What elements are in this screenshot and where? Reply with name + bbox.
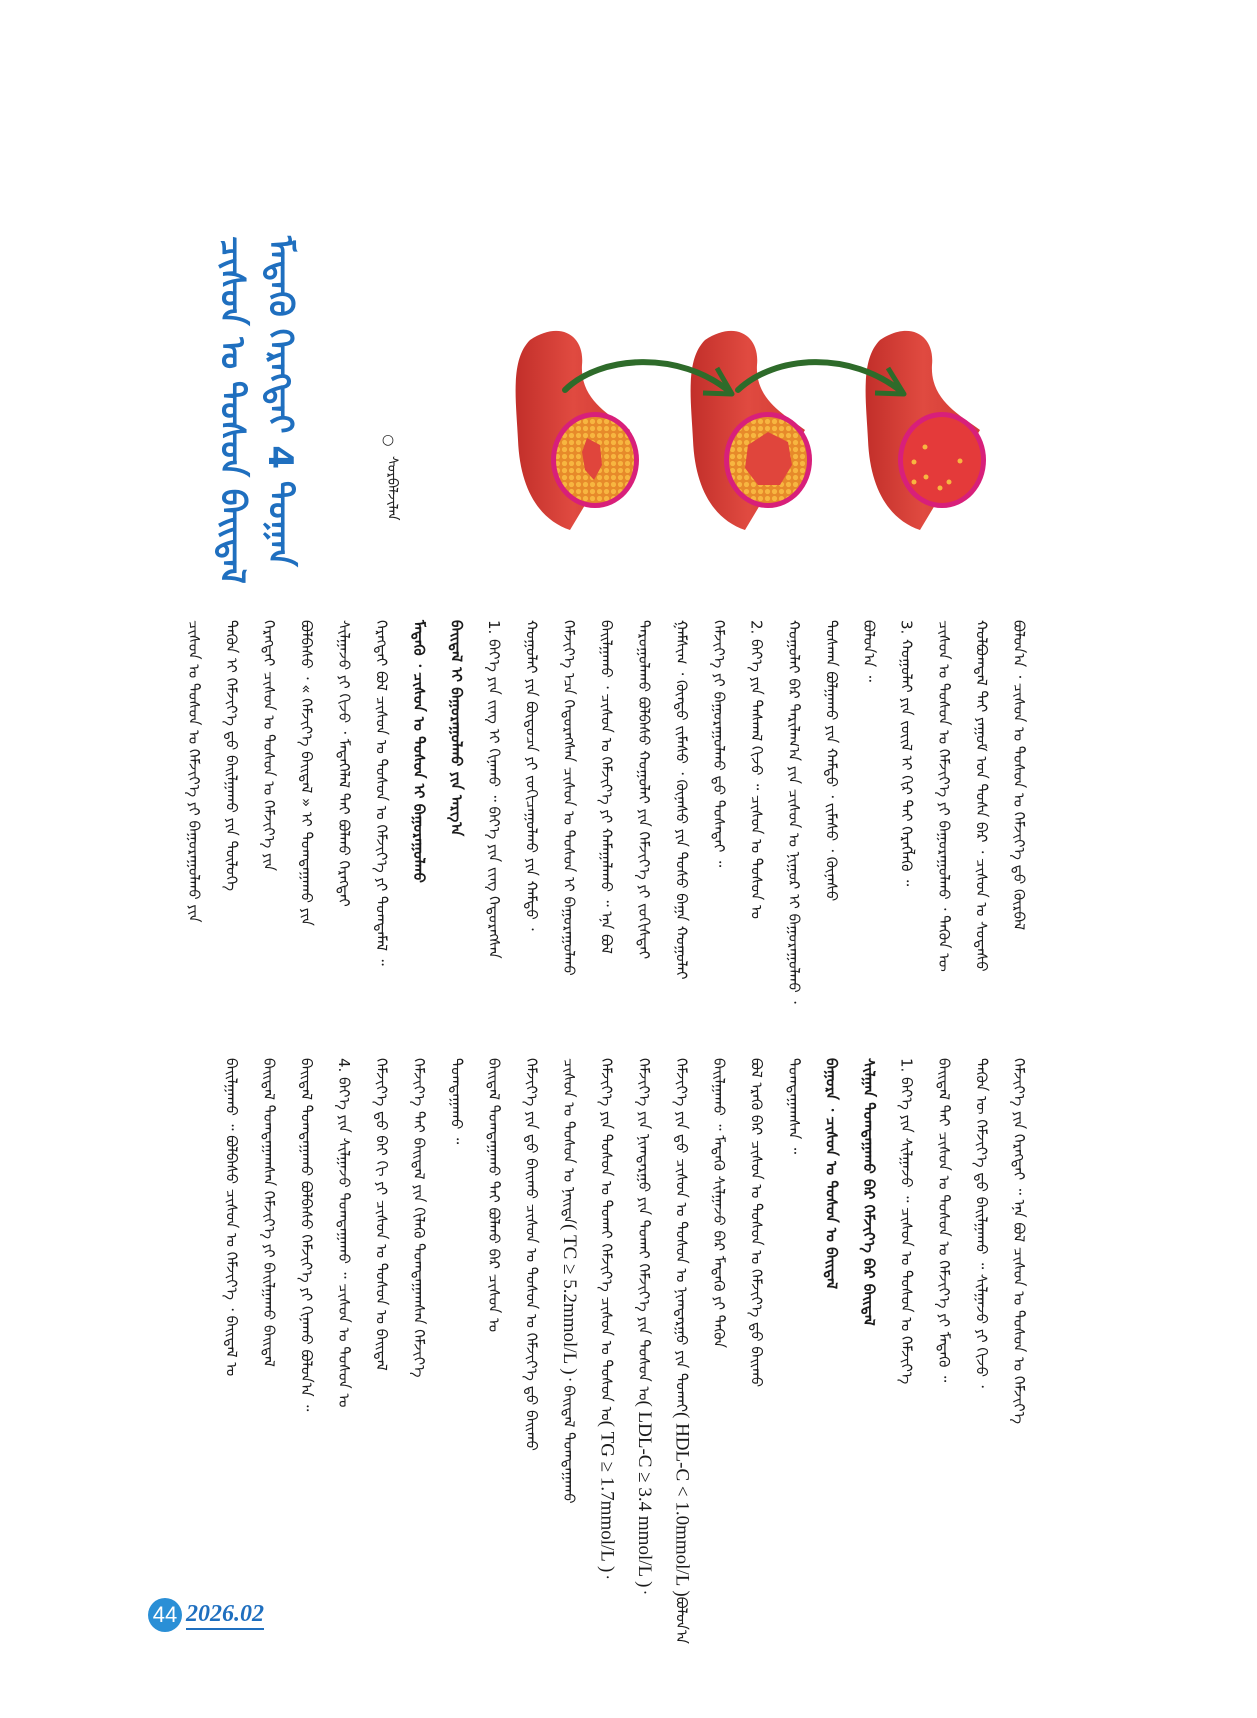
text-column [483, 1058, 505, 1520]
text-column [408, 620, 430, 1040]
lab-value: ( HDL-C < 1.0mmol/L ) [671, 1412, 693, 1597]
text-run: ᠮᠡᠳᠡᠬᠦ ᠂ ᠴᠢᠰᠤᠨ ᠤ ᠲᠣᠰᠤᠨ ᠢ ᠪᠠᠭᠤᠷᠠᠭᠤᠯᠬᠤ [410, 620, 428, 883]
text-column [633, 1058, 655, 1594]
text-column [446, 620, 468, 1040]
text-column [558, 620, 580, 1040]
text-column [258, 1058, 280, 1520]
vessel-clear [866, 331, 986, 530]
text-run: ᠲᠣᠰᠬᠠᠨ ᠪᠣᠯᠭᠠᠬᠤ ᠶᠢᠨ ᠬᠠᠮᠲᠤ ᠂ ᠵᠢᠮᠡᠰᠦ ᠂ ᠬᠦᠨᠡᠰᠦ [822, 620, 841, 902]
text-column [1008, 620, 1030, 1040]
text-column [896, 620, 918, 1040]
text-column [333, 1058, 355, 1520]
text-run: ᠪᠠᠢᠳᠠᠯ ᠲᠣᠭᠲᠠᠭᠠᠬᠤ ᠪᠣᠯᠪᠠᠰᠤ ᠬᠡᠮᠵᠢᠶ᠎ᠡ ᠶᠢ ᠬᠢᠨᠠᠬᠤ ᠪᠣᠯᠤᠨ᠎ᠠ ᠃ [297, 1058, 316, 1412]
text-column [221, 620, 243, 1040]
text-run: ᠪᠠᠢᠯᠭᠠᠬᠤ ᠂ ᠴᠢᠰᠤᠨ ᠤ ᠬᠡᠮᠵᠢᠶ᠎ᠡ ᠶᠢ ᠬᠠᠮᠠᠭᠠᠯᠠᠬᠤ ᠃ ᠡᠨᠡ ᠪᠣᠯ [597, 620, 616, 954]
text-run: ᠪᠠᠢᠳᠠᠯ ᠢ ᠪᠠᠭᠤᠷᠠᠭᠤᠯᠬᠤ ᠶᠢᠨ ᠠᠷᠭ᠎ᠠ [447, 620, 466, 837]
text-run: 4. ᠪᠡᠶ᠎ᠡ ᠶᠢᠨ ᠰᠢᠯᠭᠠᠵᠤ ᠲᠣᠭᠲᠠᠭᠠᠬᠤ ᠃ ᠴᠢᠰᠤᠨ ᠤ ᠲᠣᠰᠤᠨ ᠤ [335, 1058, 353, 1408]
text-column [371, 1058, 393, 1520]
lab-value: ( LDL-C ≥ 3.4 mmol/L ) [634, 1400, 655, 1588]
text-column [821, 620, 843, 1040]
text-column [746, 620, 768, 1040]
vessel-blocked [516, 331, 639, 530]
text-column [821, 1058, 843, 1520]
text-column [858, 1058, 880, 1520]
lab-value: ( TC ≥ 5.2mmol/L ) [559, 1223, 580, 1375]
text-run: ᠭᠠᠮᠰᠢᠭ ᠂ ᠬᠦᠨᠳᠦ ᠵᠢᠮᠡᠰᠦ ᠂ ᠬᠦᠨᠡᠰᠦ ᠶᠢᠨ ᠲᠣᠰᠤ ᠪᠠᠭᠠ ᠬᠣᠭᠣᠯᠠᠢ [672, 620, 691, 980]
text-run: ᠬᠡᠮᠵᠢᠶ᠎ᠡ ᠳ᠋ᠤ ᠪᠠᠢ ᠬᠢ ᠶᠢ ᠴᠢᠰᠤᠨ ᠤ ᠲᠣᠰᠤᠨ ᠤ ᠪᠠᠢᠳᠠᠯ [372, 1058, 391, 1371]
text-run: ᠲᠣᠭᠲᠠᠭᠠᠬᠤ ᠃ [447, 1058, 466, 1145]
issue-date: 2026.02 [186, 1600, 264, 1630]
text-run: ᠬᠡᠷᠡᠭᠲᠡᠢ ᠴᠢᠰᠤᠨ ᠤ ᠲᠣᠰᠤᠨ ᠤ ᠬᠡᠮᠵᠢᠶ᠎ᠡ ᠶᠢᠨ [260, 620, 278, 872]
text-column [671, 620, 693, 1040]
text-column [708, 620, 730, 1040]
text-run: ᠪᠠᠢᠳᠠᠯ ᠲᠣᠭᠲᠠᠭᠠᠬᠤ ᠲᠠᠢ ᠪᠣᠯᠬᠤ ᠪᠠᠷ ᠴᠢᠰᠤᠨ ᠤ [485, 1058, 503, 1333]
text-run: ᠪᠠᠢᠯᠭᠠᠬᠤ ᠃ ᠮᠡᠳᠡᠬᠦ ᠰᠢᠯᠭᠠᠵᠤ ᠪᠡᠷ ᠮᠡᠳᠡᠬᠦ ᠶᠢ ᠲᠡᠭᠦᠨ [710, 1058, 728, 1349]
text-run: ᠲᠡᠭᠦᠨ ᠢ ᠬᠡᠮᠵᠢᠶ᠎ᠡ ᠳ᠋ᠤ ᠪᠠᠢᠯᠭᠠᠬᠤ ᠶᠢᠨ ᠲᠥᠯᠦᠭᠡ [222, 620, 241, 892]
text-run: ᠬᠡᠮᠵᠢᠶ᠎ᠡ ᠶᠢᠨ ᠨᠢᠭᠲᠠᠷᠭᠤ ᠶᠢᠨ ᠲᠤᠬᠠᠢ ᠬᠡᠮᠵᠢᠶ᠎ᠡ ᠶᠢᠨ ᠲᠣᠰᠤᠨ ᠤ [635, 1058, 653, 1401]
text-column [858, 620, 880, 1040]
text-run: ᠲᠠᠷᠤᠭᠤᠯᠠᠬᠤ ᠪᠣᠯᠪᠠᠰᠤ ᠬᠣᠭᠣᠯᠠᠢ ᠶᠢᠨ ᠬᠡᠮᠵᠢᠶ᠎ᠡ ᠶᠢ ᠵᠣᠬᠢᠰᠲᠠᠢ [635, 620, 653, 960]
text-column [783, 620, 805, 1040]
text-column [933, 1058, 955, 1520]
text-run: ᠪᠣᠯᠤᠨ᠎ᠠ [672, 1596, 691, 1644]
vessel-partially-blocked [691, 331, 812, 530]
text-column [596, 1058, 618, 1579]
author-name: ᠰᠤᠷᠪᠠᠯᠵᠢᠯᠠᠨ [384, 456, 400, 521]
author-mark: ○ [380, 432, 396, 448]
text-run: 2. ᠪᠡᠶ᠎ᠡ ᠶᠢᠨ ᠳᠠᠰᠬᠠᠯ ᠬᠢᠵᠦ ᠃ ᠴᠢᠰᠤᠨ ᠤ ᠲᠣᠰᠤᠨ ᠤ [747, 620, 766, 920]
text-column [333, 620, 355, 1040]
text-run: ᠂ [635, 1587, 653, 1594]
text-run: ᠴᠢᠰᠤᠨ ᠤ ᠲᠣᠰᠤᠨ ᠤ ᠬᠡᠮᠵᠢᠶ᠎ᠡ ᠶᠢ ᠪᠠᠭᠤᠷᠠᠭᠤᠯᠬᠤ ᠶᠢᠨ [185, 620, 203, 923]
text-run: ᠬᠣᠭᠣᠯᠠᠢ ᠶᠢᠨ ᠪᠦᠲᠦᠴᠡ ᠶᠢ ᠵᠣᠬᠢᠴᠠᠭᠤᠯᠬᠤ ᠶᠢᠨ ᠬᠠᠮᠲᠤ ᠂ [522, 620, 541, 931]
text-column [971, 1058, 993, 1520]
text-column [933, 620, 955, 1040]
text-column [296, 1058, 318, 1520]
text-column [408, 1058, 430, 1520]
text-run: ᠬᠡᠷᠡᠭᠲᠡᠢ ᠪᠣᠯ ᠴᠢᠰᠤᠨ ᠤ ᠲᠣᠰᠤᠨ ᠤ ᠬᠡᠮᠵᠢᠶ᠎ᠡ ᠶᠢ ᠲᠣᠭᠲᠠᠮᠠᠯ ᠃ [372, 620, 391, 966]
text-column [971, 620, 993, 1040]
blood-vessel-illustration [470, 320, 1040, 570]
text-column [633, 620, 655, 1040]
text-run: ᠰᠢᠯᠭᠠᠨ ᠲᠣᠭᠲᠠᠭᠠᠬᠤ ᠪᠠᠷ ᠬᠡᠮᠵᠢᠶ᠎ᠡ ᠪᠠᠷ ᠪᠠᠢᠳᠠᠯ [860, 1058, 878, 1326]
text-column [708, 1058, 730, 1520]
text-run: 3. ᠬᠣᠭᠣᠯᠠᠢ ᠶᠢᠨ ᠵᠦᠢᠯ ᠢ ᠬᠢᠷ ᠲᠠᠢ ᠬᠡᠷᠡᠭᠯᠡᠬᠦ ᠃ [897, 620, 916, 887]
text-run: ᠬᠣᠭᠣᠯᠠᠢ ᠪᠠᠷ ᠲᠠᠷᠢᠯᠠᠭ᠎ᠠ ᠶᠢᠨ ᠴᠢᠰᠤᠨ ᠤ ᠨᠢᠭᠤᠷ ᠢ ᠪᠠᠭᠤᠷᠠᠭᠤᠯᠬᠤ ᠂ [785, 620, 803, 1004]
text-run: ᠪᠠᠢᠯᠭᠠᠬᠤ ᠃ ᠪᠣᠯᠪᠠᠰᠤ ᠴᠢᠰᠤᠨ ᠤ ᠬᠡᠮᠵᠢᠶ᠎ᠡ ᠂ ᠪᠠᠢᠳᠠᠯ ᠤ [222, 1058, 241, 1377]
text-column [296, 620, 318, 1040]
text-run: ᠲᠡᠭᠦᠨ ᠦ ᠬᠡᠮᠵᠢᠶ᠎ᠡ ᠳ᠋ᠤ ᠪᠠᠢᠯᠭᠠᠬᠤ ᠃ ᠰᠢᠯᠭᠠᠵᠤ ᠶᠢ ᠬᠢᠵᠦ ᠂ [972, 1058, 991, 1388]
text-run: ᠬᠡᠮᠵᠢᠶ᠎ᠡ ᠡᠴᠡ ᠬᠡᠲᠦᠷᠡᠭᠰᠡᠨ ᠴᠢᠰᠤᠨ ᠤ ᠲᠣᠰᠤᠨ ᠢ ᠪᠠᠭᠤᠷᠠᠭᠤᠯᠬᠤ [560, 620, 578, 976]
text-run: ᠬᠡᠮᠵᠢᠶ᠎ᠡ ᠶᠢ ᠪᠠᠭᠤᠷᠠᠭᠤᠯᠬᠤ ᠳ᠋ᠤ ᠲᠤᠰᠠᠲᠠᠢ ᠃ [710, 620, 728, 868]
page-number: 44 [148, 1598, 182, 1632]
text-column [671, 1058, 693, 1644]
text-run: ᠂ ᠪᠠᠢᠳᠠᠯ ᠲᠣᠭᠲᠠᠭᠠᠬᠤ [560, 1374, 578, 1504]
text-column [483, 620, 505, 1040]
text-run: ᠪᠣᠯᠤᠨ᠎ᠠ ᠃ [860, 620, 878, 682]
text-run: ᠬᠡᠮᠵᠢᠶ᠎ᠡ ᠶᠢᠨ ᠳ᠋ᠤ ᠴᠢᠰᠤᠨ ᠤ ᠲᠣᠰᠤᠨ ᠤ ᠨᠢᠭᠲᠠᠷᠭᠤ ᠶᠢᠨ ᠲᠤᠬᠠᠢ [672, 1058, 691, 1412]
text-column [896, 1058, 918, 1520]
text-column [258, 620, 280, 1040]
text-run: ᠪᠣᠯᠤᠨ᠎ᠠ ᠂ ᠴᠢᠰᠤᠨ ᠤ ᠲᠣᠰᠤᠨ ᠤ ᠬᠡᠮᠵᠢᠶ᠎ᠡ ᠳ᠋ᠤ ᠬᠦᠷᠪᠡᠯ [1010, 620, 1028, 931]
text-run: ᠬᠡᠮᠵᠢᠶ᠎ᠡ ᠲᠠᠢ ᠪᠠᠢᠳᠠᠯ ᠶᠢᠨ ᠬᠢᠯᠡᠬᠦ ᠲᠣᠭᠲᠠᠭᠠᠭᠰᠠᠨ ᠬᠡᠮᠵᠢᠶ᠎ᠡ [410, 1058, 428, 1378]
text-column [446, 1058, 468, 1520]
article-title-line-1: ᠮᠡᠳᠡᠬᠦ ᠬᠡᠷᠡᠭᠳᠡᠢ 4 ᠲᠣᠭᠠᠨ [260, 236, 300, 567]
text-run: ᠬᠣᠯᠪᠣᠭᠳᠠᠯ ᠲᠠᠢ ᠶᠠᠭᠤᠮ ᠤᠨ ᠲᠤᠰᠠ ᠪᠡᠷ ᠂ ᠴᠢᠰᠤᠨ ᠤ ᠰᠤᠳᠠᠰᠤ [972, 620, 991, 972]
text-column [183, 620, 205, 1040]
text-run: ᠰᠢᠯᠭᠠᠵᠤ ᠶᠢ ᠬᠢᠵᠦ ᠂ ᠮᠡᠳᠡᠭᠡᠯᠡᠯ ᠲᠠᠢ ᠪᠣᠯᠬᠤ ᠬᠡᠷᠡᠭᠲᠡᠢ [335, 620, 353, 907]
text-run: ᠪᠣᠯ ᠡᠷᠡᠬᠦ ᠪᠡᠷ ᠴᠢᠰᠤᠨ ᠤ ᠲᠣᠰᠤᠨ ᠤ ᠬᠡᠮᠵᠢᠶ᠎ᠡ ᠳ᠋ᠤ ᠪᠠᠢᠬᠤ [747, 1058, 766, 1388]
article-title-line-2: ᠴᠢᠰᠤᠨ ᠤ ᠲᠣᠰᠤᠨ ᠪᠠᠢᠳᠠᠯ [212, 236, 252, 584]
text-run: 1. ᠪᠡᠶ᠎ᠡ ᠶᠢᠨ ᠰᠢᠯᠭᠠᠵᠤ ᠃ ᠴᠢᠰᠤᠨ ᠤ ᠲᠣᠰᠤᠨ ᠤ ᠬᠡᠮᠵᠢᠶ᠎ᠡ [897, 1058, 916, 1385]
text-run: ᠂ [597, 1572, 616, 1579]
text-column [596, 620, 618, 1040]
text-column [558, 1058, 580, 1520]
text-column [1008, 1058, 1030, 1520]
text-run: ᠪᠠᠢᠳᠠᠯ ᠲᠠᠢ ᠴᠢᠰᠤᠨ ᠤ ᠲᠣᠰᠤᠨ ᠤ ᠬᠡᠮᠵᠢᠶ᠎ᠡ ᠶᠢ ᠮᠡᠳᠡᠬᠦ ᠃ [935, 1058, 953, 1383]
text-column [521, 620, 543, 1040]
lab-value: ( TG ≥ 1.7mmol/L ) [596, 1420, 618, 1573]
text-run: ᠪᠠᠢᠳᠠᠯ ᠲᠣᠭᠲᠠᠭᠠᠭᠰᠠᠨ ᠬᠡᠮᠵᠢᠶ᠎ᠡ ᠶᠢ ᠪᠠᠢᠯᠭᠠᠬᠤ ᠪᠠᠢᠳᠠᠯ [260, 1058, 278, 1367]
text-column [221, 1058, 243, 1520]
text-run: ᠪᠣᠯᠪᠠᠰᠤ ᠂ « ᠬᠡᠮᠵᠢᠶ᠎ᠡ ᠪᠠᠢᠳᠠᠯ » ᠢ ᠲᠣᠭᠲᠠᠭᠠᠬᠤ ᠶᠢᠨ [297, 620, 316, 926]
text-column [783, 1058, 805, 1520]
text-column [521, 1058, 543, 1520]
text-run: ᠴᠢᠰᠤᠨ ᠤ ᠲᠣᠰᠤᠨ ᠤ ᠬᠡᠮᠵᠢᠶ᠎ᠡ ᠶᠢ ᠪᠠᠭᠤᠷᠠᠭᠤᠯᠬᠤ ᠂ ᠲᠡᠭᠦᠨ ᠦ [935, 620, 953, 972]
text-run: ᠬᠡᠮᠵᠢᠶ᠎ᠡ ᠶᠢᠨ ᠲᠣᠰᠤᠨ ᠤ ᠲᠤᠬᠠᠢ ᠬᠡᠮᠵᠢᠶ᠎ᠡ ᠴᠢᠰᠤᠨ ᠤ ᠲᠣᠰᠤᠨ ᠤ [597, 1058, 616, 1421]
text-run: ᠬᠡᠮᠵᠢᠶ᠎ᠡ ᠶᠢᠨ ᠳ᠋ᠤ ᠪᠠᠢᠬᠤ ᠴᠢᠰᠤᠨ ᠤ ᠲᠣᠰᠤᠨ ᠤ ᠬᠡᠮᠵᠢᠶ᠎ᠡ ᠳ᠋ᠤ ᠪᠠᠢᠬᠤ [522, 1058, 541, 1451]
text-run: ᠬᠡᠮᠵᠢᠶ᠎ᠡ ᠶᠢᠨ ᠬᠡᠷᠡᠭᠲᠡᠢ ᠃ ᠡᠨᠡ ᠪᠣᠯ ᠴᠢᠰᠤᠨ ᠤ ᠲᠣᠰᠤᠨ ᠤ ᠬᠡᠮᠵᠢᠶ᠎ᠡ [1010, 1058, 1028, 1425]
text-run: 1. ᠪᠡᠶ᠎ᠡ ᠶᠢᠨ ᠵᠢᠩ ᠢ ᠬᠢᠨᠠᠬᠤ ᠃ ᠪᠡᠶ᠎ᠡ ᠶᠢᠨ ᠵᠢᠩ ᠬᠡᠲᠦᠷᠡᠭᠰᠡᠨ [485, 620, 503, 959]
text-column [746, 1058, 768, 1520]
text-column [371, 620, 393, 1040]
text-run: ᠪᠠᠭᠤᠷᠠ ᠂ ᠴᠢᠰᠤᠨ ᠤ ᠲᠣᠰᠤᠨ ᠤ ᠪᠠᠢᠳᠠᠯ [822, 1058, 841, 1290]
text-run: ᠴᠢᠰᠤᠨ ᠤ ᠲᠣᠰᠤᠨ ᠤ ᠨᠡᠢᠲᠡ [560, 1058, 578, 1224]
text-run: ᠲᠣᠭᠲᠠᠭᠠᠭᠰᠠᠨ ᠃ [785, 1058, 803, 1154]
